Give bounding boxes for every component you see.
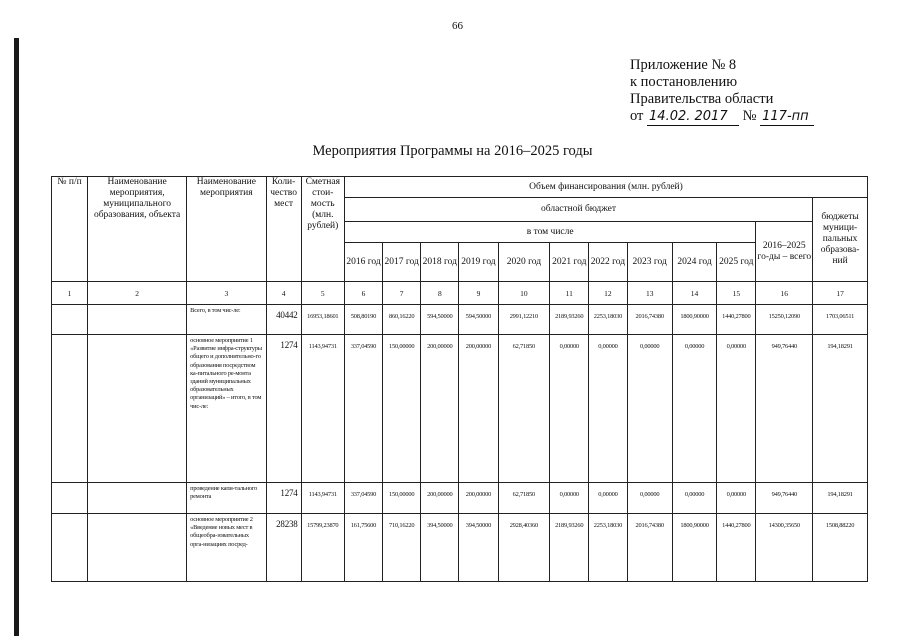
row-cost-cell: 1143,94731 [301, 483, 344, 514]
row-year-value-cell: 0,00000 [717, 335, 756, 483]
row-places-cell: 1274 [266, 335, 301, 483]
row-year-value-cell: 710,16220 [383, 514, 421, 582]
row-places-cell: 40442 [266, 305, 301, 335]
row-year-value-cell: 62,71850 [498, 335, 550, 483]
column-number: 11 [550, 282, 589, 305]
row-year-value-cell: 1440,27800 [717, 305, 756, 335]
row-year-value-cell: 150,00000 [383, 483, 421, 514]
row-year-value-cell: 0,00000 [627, 483, 672, 514]
column-number: 4 [266, 282, 301, 305]
row-municipal-cell: 194,18291 [813, 483, 868, 514]
row-name-cell: проведение капи-тального ремонта [187, 483, 266, 514]
row-year-value-cell: 337,04590 [344, 335, 382, 483]
column-number: 6 [344, 282, 382, 305]
row-year-value-cell: 2253,18030 [589, 514, 627, 582]
row-year-value-cell: 1800,90000 [672, 305, 716, 335]
header-num: № п/п [52, 177, 88, 282]
header-year: 2017 год [383, 243, 421, 282]
row-year-value-cell: 2991,12210 [498, 305, 550, 335]
row-year-value-cell: 337,04590 [344, 483, 382, 514]
page-number: 66 [452, 20, 463, 32]
header-year: 2023 год [627, 243, 672, 282]
row-municipal-cell: 194,18291 [813, 335, 868, 483]
header-regional-budget: областной бюджет [344, 198, 812, 222]
table-row [52, 305, 868, 335]
table-row [52, 514, 868, 582]
appendix-line-1: Приложение № 8 [630, 57, 737, 73]
row-year-value-cell: 2016,74380 [627, 514, 672, 582]
row-event-cell [88, 514, 187, 582]
table-row [52, 483, 868, 514]
row-total-cell: 14300,35650 [756, 514, 813, 582]
row-cost-cell: 1143,94731 [301, 335, 344, 483]
column-number: 14 [672, 282, 716, 305]
row-total-cell: 949,76440 [756, 483, 813, 514]
row-year-value-cell: 508,80190 [344, 305, 382, 335]
handwritten-number: 117-пп [760, 108, 814, 126]
header-event-name: Наименование мероприятия, муниципального образования, объекта [88, 177, 187, 282]
header-name: Наименование мероприятия [187, 177, 266, 282]
row-year-value-cell: 2253,18030 [589, 305, 627, 335]
header-year: 2021 год [550, 243, 589, 282]
row-year-value-cell: 200,00000 [459, 335, 498, 483]
row-year-value-cell: 1800,90000 [672, 514, 716, 582]
column-number: 17 [813, 282, 868, 305]
row-event-cell [88, 305, 187, 335]
row-year-value-cell: 0,00000 [550, 335, 589, 483]
row-event-cell [88, 483, 187, 514]
row-municipal-cell: 1703,06511 [813, 305, 868, 335]
row-year-value-cell: 0,00000 [550, 483, 589, 514]
row-year-value-cell: 0,00000 [589, 483, 627, 514]
row-number-cell [52, 514, 88, 582]
column-number: 13 [627, 282, 672, 305]
row-places-cell: 1274 [266, 483, 301, 514]
column-number: 8 [421, 282, 459, 305]
header-year: 2022 год [589, 243, 627, 282]
row-event-cell [88, 335, 187, 483]
row-cost-cell: 15799,23870 [301, 514, 344, 582]
appendix-line-3: Правительства области [630, 91, 774, 107]
column-number: 16 [756, 282, 813, 305]
header-year: 2020 год [498, 243, 550, 282]
column-number: 10 [498, 282, 550, 305]
row-year-value-cell: 594,50000 [459, 305, 498, 335]
row-name-cell: основное мероприятие 2 «Введение новых мест в общеобра-зовательных орга-низациях посред- [187, 514, 266, 582]
number-prefix: № [742, 108, 757, 124]
column-number: 2 [88, 282, 187, 305]
row-municipal-cell: 1508,88220 [813, 514, 868, 582]
column-number: 5 [301, 282, 344, 305]
row-year-value-cell: 860,16220 [383, 305, 421, 335]
row-year-value-cell: 0,00000 [589, 335, 627, 483]
row-number-cell [52, 483, 88, 514]
header-year: 2024 год [672, 243, 716, 282]
header-places: Коли-чество мест [266, 177, 301, 282]
row-year-value-cell: 1440,27800 [717, 514, 756, 582]
row-places-cell: 28238 [266, 514, 301, 582]
row-year-value-cell: 0,00000 [672, 483, 716, 514]
handwritten-date: 14.02. 2017 [647, 108, 739, 126]
column-number: 3 [187, 282, 266, 305]
row-year-value-cell: 394,50000 [459, 514, 498, 582]
appendix-line-2: к постановлению [630, 74, 738, 90]
row-year-value-cell: 161,75600 [344, 514, 382, 582]
column-number: 1 [52, 282, 88, 305]
header-municipal-budgets: бюджеты муници-пальных образова-ний [813, 198, 868, 282]
header-year: 2018 год [421, 243, 459, 282]
header-year: 2019 год [459, 243, 498, 282]
column-number: 15 [717, 282, 756, 305]
row-year-value-cell: 0,00000 [672, 335, 716, 483]
header-financing: Объем финансирования (млн. рублей) [344, 177, 867, 198]
row-name-cell: Всего, в том чис-ле: [187, 305, 266, 335]
appendix-header [630, 57, 814, 126]
header-year: 2016 год [344, 243, 382, 282]
row-year-value-cell: 200,00000 [459, 483, 498, 514]
from-prefix: от [630, 108, 644, 124]
row-year-value-cell: 594,50000 [421, 305, 459, 335]
row-total-cell: 15250,12090 [756, 305, 813, 335]
row-year-value-cell: 150,00000 [383, 335, 421, 483]
row-year-value-cell: 2016,74380 [627, 305, 672, 335]
header-including: в том числе [344, 222, 755, 243]
header-total: 2016–2025 го-ды – всего [756, 222, 813, 282]
column-number: 7 [383, 282, 421, 305]
header-cost: Сметная стои-мость (млн. рублей) [301, 177, 344, 282]
row-cost-cell: 16953,18601 [301, 305, 344, 335]
appendix-date-line [630, 108, 814, 126]
row-name-cell: основное мероприятие 1 «Развитие инфра-структуры общего и дополнительно-го образования посредством ка-питального ре-монта зданий муниципальных образовательных организаций» – итого, в том чис-ле: [187, 335, 266, 483]
row-number-cell [52, 335, 88, 483]
column-number: 9 [459, 282, 498, 305]
row-year-value-cell: 2189,93260 [550, 514, 589, 582]
row-year-value-cell: 394,50000 [421, 514, 459, 582]
row-year-value-cell: 62,71850 [498, 483, 550, 514]
financing-table [51, 176, 868, 582]
column-numbers-row [52, 282, 868, 305]
page-margin-bar [14, 38, 19, 636]
row-year-value-cell: 200,00000 [421, 483, 459, 514]
column-number: 12 [589, 282, 627, 305]
row-year-value-cell: 2928,40360 [498, 514, 550, 582]
table-row [52, 335, 868, 483]
row-year-value-cell: 2189,93260 [550, 305, 589, 335]
row-number-cell [52, 305, 88, 335]
row-year-value-cell: 0,00000 [717, 483, 756, 514]
row-year-value-cell: 0,00000 [627, 335, 672, 483]
header-year: 2025 год [717, 243, 756, 282]
row-total-cell: 949,76440 [756, 335, 813, 483]
document-title: Мероприятия Программы на 2016–2025 годы [312, 143, 593, 159]
row-year-value-cell: 200,00000 [421, 335, 459, 483]
